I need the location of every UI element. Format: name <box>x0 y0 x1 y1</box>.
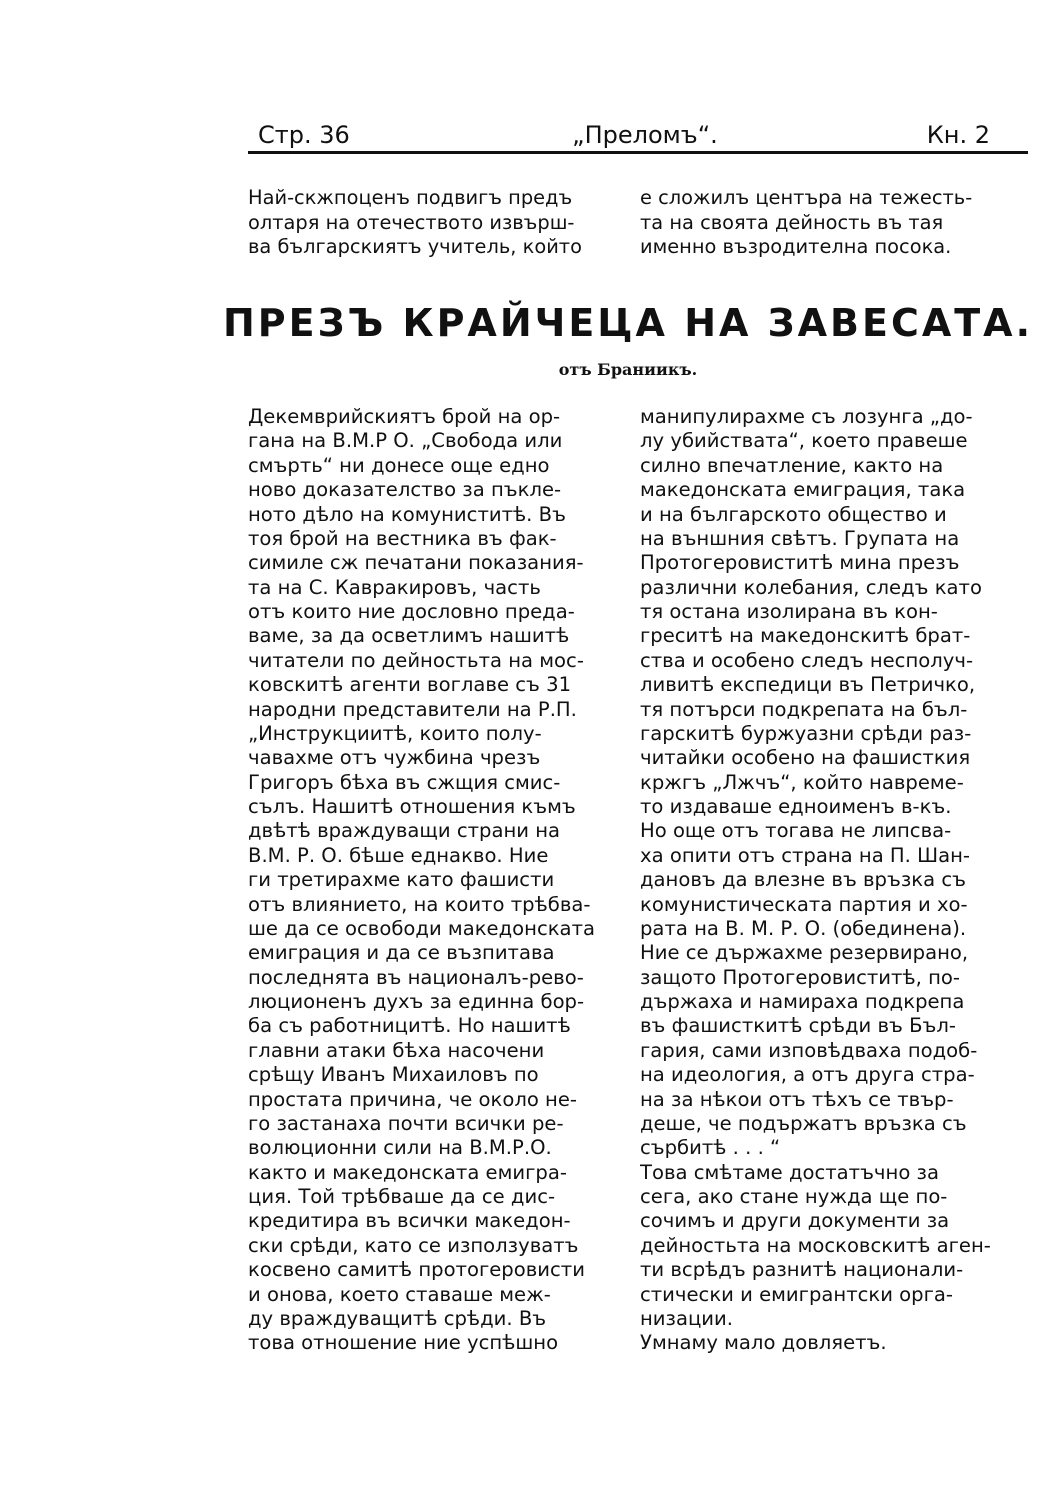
text-line: Това смѣтаме достатъчно за <box>640 1160 939 1184</box>
text-line: дановъ да влезне въ връзка съ <box>640 868 966 892</box>
text-line: държаха и намираха подкрепа <box>640 990 965 1013</box>
text-line: низации. <box>640 1306 734 1330</box>
text-line: Протогеровиститѣ мина презъ <box>640 551 960 575</box>
text-line: Григоръ бѣха въ сжщия смис- <box>248 770 561 794</box>
running-header <box>250 118 1040 152</box>
text-line: и онова, което ставаше меж- <box>248 1282 551 1306</box>
text-line: ковскитѣ агенти воглаве съ 31 <box>248 673 572 697</box>
text-line: то издаваше едноименъ в-къ. <box>640 795 952 818</box>
text-line: косвено самитѣ протогеровисти <box>248 1258 585 1282</box>
text-line: това отношение ние успѣшно <box>248 1331 559 1355</box>
text-line: гана на В.М.Р О. „Свобода или <box>248 429 563 453</box>
text-line: гарскитѣ буржуазни срѣди раз- <box>640 721 972 745</box>
text-line: кредитира въ всички македон- <box>248 1209 571 1233</box>
text-line: на за нѣкои отъ тѣхъ се твър- <box>640 1087 954 1111</box>
text-line: тоя брой на вестника въ фак- <box>248 526 557 550</box>
text-line: деше, че подържатъ връзка съ <box>640 1111 967 1135</box>
text-line: както и македонската емигра- <box>248 1160 567 1184</box>
text-line: ти всрѣдъ разнитѣ национали- <box>640 1258 964 1282</box>
text-line: народни представители на Р.П. <box>248 697 577 721</box>
text-line: гария, сами изповѣдваха подоб- <box>640 1038 978 1062</box>
text-line: сълъ. Нашитѣ отношения къмъ <box>248 795 576 818</box>
text-line: ду враждуващитѣ срѣди. Въ <box>248 1306 547 1330</box>
text-line: именно възродителна посока. <box>640 235 952 259</box>
text-line: срѣщу Иванъ Михаиловъ по <box>248 1063 539 1087</box>
text-line: лу убийствата“, което правеше <box>640 429 968 453</box>
text-line: олтаря на отечеството извърш- <box>248 210 575 234</box>
article-title: ПРЕЗЪ КРАЙЧЕЦА НА ЗАВЕСАТА. <box>222 301 1034 345</box>
text-line: люционенъ духъ за единна бор- <box>248 990 585 1013</box>
journal-title: „Преломъ“. <box>572 121 718 149</box>
text-line: различни колебания, следъ като <box>640 575 982 599</box>
text-line: чавахме отъ чужбина чрезъ <box>248 746 541 770</box>
intro-right-column <box>640 186 1030 260</box>
text-line: въ фашисткитѣ срѣди въ Бъл- <box>640 1014 956 1038</box>
text-line: ски срѣди, като се използуватъ <box>248 1233 579 1257</box>
text-line: смърть“ ни донесе още едно <box>248 453 550 477</box>
text-line: емиграция и да се възпитава <box>248 941 555 965</box>
text-line: Декемврийскиятъ брой на ор- <box>248 405 561 428</box>
header-rule <box>248 151 1028 154</box>
text-line: волюционни сили на В.М.Р.О. <box>248 1136 552 1160</box>
text-line: е сложилъ центъра на тежесть- <box>640 186 973 209</box>
text-line: ха опити отъ страна на П. Шан- <box>640 843 970 867</box>
text-line: тя остана изолирана въ кон- <box>640 600 938 623</box>
text-line: сега, ако стане нужда ще по- <box>640 1185 948 1208</box>
text-line: та на своята дейность въ тая <box>640 210 944 234</box>
text-line: „Инструкциитѣ, които полу- <box>248 721 542 745</box>
text-line: Ние се държахме резервирано, <box>640 941 969 965</box>
text-line: комунистическата партия и хо- <box>640 892 968 916</box>
text-line: та на С. Кавракировъ, часть <box>248 575 541 599</box>
text-line: ното дѣло на комуниститѣ. Въ <box>248 502 566 526</box>
text-line: стически и емигрантски орга- <box>640 1282 953 1306</box>
text-line: читайки особено на фашисткия <box>640 746 971 770</box>
text-line: В.М. Р. О. бѣше еднакво. Ние <box>248 843 549 867</box>
text-line: Умнаму мало довляетъ. <box>640 1331 887 1355</box>
text-line: защото Протогеровиститѣ, по- <box>640 965 960 989</box>
text-line: простата причина, че около не- <box>248 1087 577 1111</box>
text-line: на външния свѣтъ. Групата на <box>640 526 960 550</box>
article-right-column <box>640 405 1030 1356</box>
text-line: Най-скжпоценъ подвигъ предъ <box>248 186 573 209</box>
intro-left-column <box>248 186 620 260</box>
issue-number: Кн. 2 <box>926 121 990 149</box>
text-line: ства и особено следъ несполуч- <box>640 648 974 672</box>
text-line: ваме, за да осветлимъ нашитѣ <box>248 624 570 648</box>
article-left-column <box>248 405 620 1356</box>
text-line: рата на В. М. Р. О. (обединена). <box>640 916 967 940</box>
text-line: сърбитѣ . . . “ <box>640 1136 781 1160</box>
article-byline: отъ Браниикъ. <box>558 360 698 379</box>
text-line: главни атаки бѣха насочени <box>248 1038 545 1062</box>
text-line: ливитѣ експедици въ Петричко, <box>640 673 976 697</box>
text-line: читатели по дейностьта на мос- <box>248 648 584 672</box>
text-line: и на българското общество и <box>640 502 947 526</box>
text-line: го застанаха почти всички ре- <box>248 1111 564 1135</box>
text-line: тя потърси подкрепата на бъл- <box>640 697 968 721</box>
text-line: ва българскиятъ учитель, който <box>248 235 582 259</box>
text-line: силно впечатление, както на <box>640 453 944 477</box>
text-line: симиле сж печатани показания- <box>248 551 584 575</box>
page-number: Стр. 36 <box>258 121 350 149</box>
text-line: отъ които ние дословно преда- <box>248 600 575 623</box>
text-line: манипулирахме съ лозунга „до- <box>640 405 973 428</box>
text-line: ги третирахме като фашисти <box>248 868 555 892</box>
text-line: сочимъ и други документи за <box>640 1209 950 1233</box>
text-line: дейностьта на московскитѣ аген- <box>640 1233 991 1257</box>
text-line: на идеология, а отъ друга стра- <box>640 1063 975 1087</box>
text-line: ше да се освободи македонската <box>248 916 595 940</box>
text-line: ба съ работницитѣ. Но нашитѣ <box>248 1014 571 1038</box>
text-line: последнята въ националъ-рево- <box>248 965 584 989</box>
text-line: ция. Той трѣбваше да се дис- <box>248 1185 556 1208</box>
text-line: Но още отъ тогава не липсва- <box>640 819 952 843</box>
text-line: кржгъ „Лжчъ“, който наврeме- <box>640 770 964 794</box>
text-line: ново доказателство за пъкле- <box>248 478 562 502</box>
text-line: греситѣ на македонскитѣ брат- <box>640 624 971 648</box>
text-line: двѣтѣ враждуващи страни на <box>248 819 561 843</box>
text-line: македонската емиграция, така <box>640 478 966 502</box>
text-line: отъ влиянието, на които трѣбва- <box>248 892 591 916</box>
